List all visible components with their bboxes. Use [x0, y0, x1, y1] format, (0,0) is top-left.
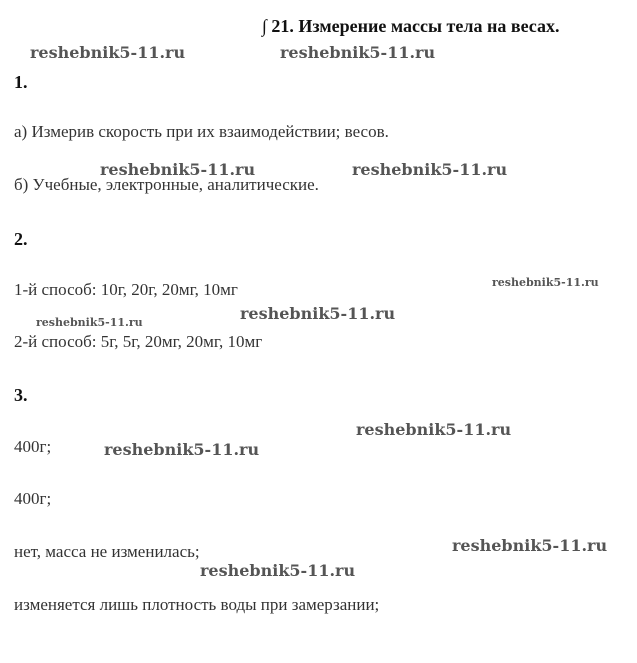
watermark: reshebnik5-11.ru [104, 440, 260, 459]
watermark: reshebnik5-11.ru [36, 316, 143, 329]
watermark: reshebnik5-11.ru [200, 561, 356, 580]
page-title: ∫ 21. Измерение массы тела на весах. [262, 16, 560, 36]
watermark: reshebnik5-11.ru [492, 276, 599, 289]
answer-line-3a: 400г; [14, 437, 52, 456]
answer-line-1b: б) Учебные, электронные, аналитические. [14, 175, 319, 194]
watermark: reshebnik5-11.ru [352, 160, 508, 179]
watermark: reshebnik5-11.ru [356, 420, 512, 439]
watermark: reshebnik5-11.ru [452, 536, 608, 555]
answer-line-3d: изменяется лишь плотность воды при замерзании; [14, 595, 380, 614]
watermark: reshebnik5-11.ru [100, 160, 256, 179]
section-number-1: 1. [14, 72, 28, 92]
watermark: reshebnik5-11.ru [240, 304, 396, 323]
answer-line-3c: нет, масса не изменилась; [14, 542, 200, 561]
answer-line-2a: 1-й способ: 10г, 20г, 20мг, 10мг [14, 280, 238, 299]
answer-line-3b: 400г; [14, 489, 52, 508]
answer-line-2b: 2-й способ: 5г, 5г, 20мг, 20мг, 10мг [14, 332, 263, 351]
section-number-3: 3. [14, 385, 28, 405]
watermark: reshebnik5-11.ru [30, 43, 186, 62]
section-number-2: 2. [14, 229, 28, 249]
watermark: reshebnik5-11.ru [280, 43, 436, 62]
answer-line-1a: а) Измерив скорость при их взаимодействии; весов. [14, 122, 389, 141]
